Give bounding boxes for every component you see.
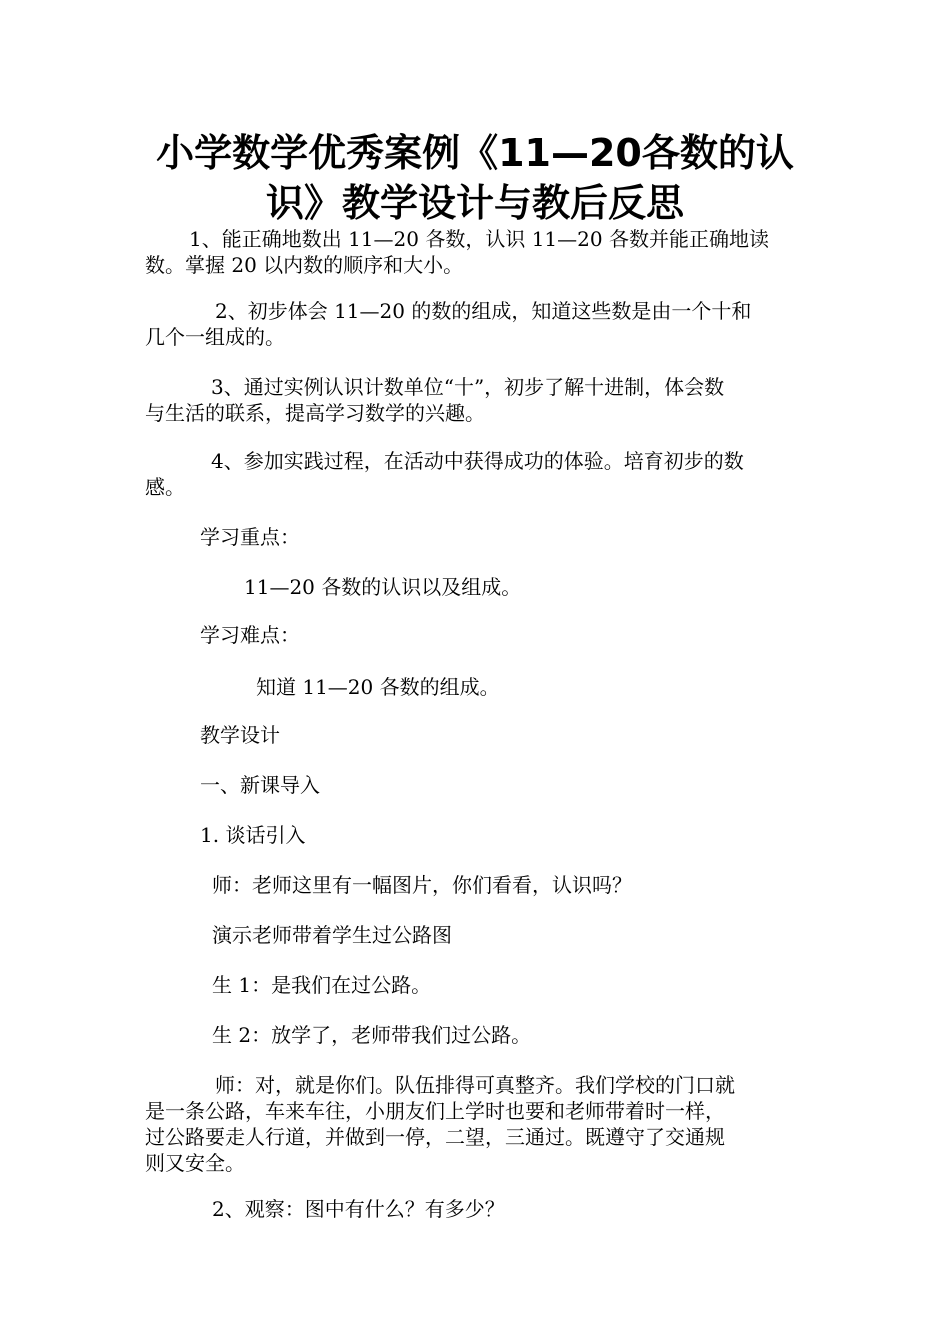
step-one-heading: 1. 谈话引入	[200, 823, 306, 847]
objective-2-first-line: 2、初步体会 11—20 的数的组成，知道这些数是由一个十和	[215, 299, 752, 323]
objective-paragraph-1	[145, 226, 810, 278]
objective-3-first-line: 3、通过实例认识计数单位“十”，初步了解十进制，体会数	[211, 375, 725, 399]
objective-paragraph-3	[145, 374, 810, 426]
objective-4-continuation: 感。	[145, 475, 185, 499]
step-two-heading: 2、观察：图中有什么？有多少？	[212, 1197, 505, 1221]
dialogue-line-3: 生 1：是我们在过公路。	[212, 973, 432, 997]
objective-paragraph-2	[145, 298, 810, 350]
teacher-paragraph-line-3: 过公路要走人行道，并做到一停，二望，三通过。既遵守了交通规	[145, 1125, 725, 1149]
key-point-heading: 学习重点：	[200, 525, 300, 549]
difficulty-text: 知道 11—20 各数的组成。	[256, 675, 500, 699]
document-title-line-1: 小学数学优秀案例《11—20各数的认	[156, 131, 794, 175]
dialogue-line-4: 生 2：放学了，老师带我们过公路。	[212, 1023, 532, 1047]
teacher-paragraph-line-4: 则又安全。	[145, 1151, 245, 1175]
objective-3-continuation: 与生活的联系，提高学习数学的兴趣。	[145, 401, 485, 425]
teacher-paragraph-line-2: 是一条公路，车来车往，小朋友们上学时也要和老师带着时一样，	[145, 1099, 725, 1123]
dialogue-line-1: 师：老师这里有一幅图片，你们看看，认识吗？	[212, 873, 632, 897]
objective-4-first-line: 4、参加实践过程，在活动中获得成功的体验。培育初步的数	[211, 449, 744, 473]
teacher-paragraph-first-line: 师：对，就是你们。队伍排得可真整齐。我们学校的门口就	[215, 1073, 735, 1097]
key-point-text: 11—20 各数的认识以及组成。	[244, 575, 522, 599]
objective-paragraph-4	[145, 448, 810, 500]
teacher-paragraph	[145, 1072, 810, 1176]
objective-1-first-line: 1、能正确地数出 11—20 各数，认识 11—20 各数并能正确地读	[189, 227, 769, 251]
section-one-heading: 一、新课导入	[200, 773, 320, 797]
dialogue-line-2: 演示老师带着学生过公路图	[212, 923, 452, 947]
objective-1-continuation: 数。掌握 20 以内数的顺序和大小。	[145, 253, 464, 277]
difficulty-heading: 学习难点：	[200, 623, 300, 647]
document-title-line-2: 识》教学设计与教后反思	[265, 181, 684, 225]
design-heading: 教学设计	[200, 723, 280, 747]
objective-2-continuation: 几个一组成的。	[145, 325, 285, 349]
